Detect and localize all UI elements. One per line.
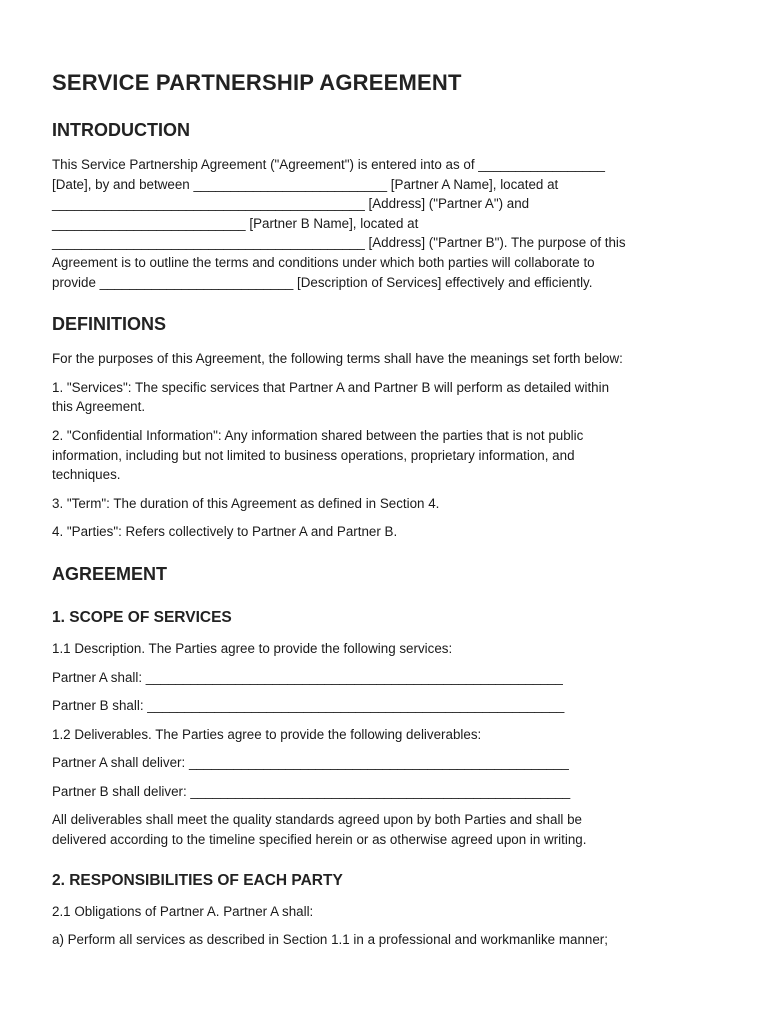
definition-line: information, including but not limited to business operations, proprietary information, and	[52, 447, 575, 463]
definition-line: techniques.	[52, 467, 121, 483]
quality-line: All deliverables shall meet the quality standards agreed upon by both Parties and shall be	[52, 812, 583, 828]
intro-line: __________________________________________ [Address] ("Partner A") and	[52, 196, 530, 212]
intro-line: Agreement is to outline the terms and conditions under which both parties will collaborate to	[52, 254, 595, 270]
definition-item	[52, 522, 718, 542]
definitions-heading: DEFINITIONS	[52, 314, 167, 335]
definitions-lead: For the purposes of this Agreement, the following terms shall have the meanings set forth below:	[52, 351, 623, 367]
definition-line: this Agreement.	[52, 399, 146, 415]
intro-line: __________________________ [Partner B Name], located at	[52, 215, 419, 231]
deliverables-description: 1.2 Deliverables. The Parties agree to provide the following deliverables:	[52, 726, 482, 742]
quality-paragraph	[52, 810, 718, 849]
definition-line: 1. "Services": The specific services that Partner A and Partner B will perform as detailed within	[52, 379, 610, 395]
intro-line: __________________________________________ [Address] ("Partner B"). The purpose of this	[52, 235, 626, 251]
definition-item	[52, 494, 718, 514]
introduction-heading: INTRODUCTION	[52, 120, 190, 140]
partner-a-shall-field: Partner A shall: ________________________________________________________	[52, 669, 563, 685]
intro-line: This Service Partnership Agreement ("Agreement") is entered into as of _________________	[52, 157, 605, 172]
agreement-heading: AGREEMENT	[52, 563, 168, 584]
intro-line: [Date], by and between __________________________ [Partner A Name], located at	[52, 176, 559, 192]
partner-b-shall-field: Partner B shall: ________________________________________________________	[52, 698, 565, 714]
introduction-paragraph	[52, 155, 718, 292]
quality-line: delivered according to the timeline specified herein or as otherwise agreed upon in writing.	[52, 832, 587, 848]
scope-description: 1.1 Description. The Parties agree to provide the following services:	[52, 640, 453, 656]
obligations-partner-a: 2.1 Obligations of Partner A. Partner A shall:	[52, 903, 314, 919]
partner-a-deliver-field: Partner A shall deliver: ___________________________________________________	[52, 755, 569, 771]
definition-item	[52, 378, 718, 417]
partner-b-deliver-field: Partner B shall deliver: ___________________________________________________	[52, 783, 571, 799]
intro-line: provide __________________________ [Description of Services] effectively and efficiently.	[52, 274, 593, 290]
scope-heading: 1. SCOPE OF SERVICES	[52, 608, 232, 626]
obligation-item: a) Perform all services as described in Section 1.1 in a professional and workmanlike manner;	[52, 932, 608, 948]
definition-item	[52, 426, 718, 485]
definition-line: 2. "Confidential Information": Any information shared between the parties that is not public	[52, 427, 584, 443]
document-title: SERVICE PARTNERSHIP AGREEMENT	[52, 70, 462, 95]
definition-line: 3. "Term": The duration of this Agreement as defined in Section 4.	[52, 495, 440, 511]
definition-line: 4. "Parties": Refers collectively to Partner A and Partner B.	[52, 524, 398, 540]
responsibilities-heading: 2. RESPONSIBILITIES OF EACH PARTY	[52, 871, 343, 889]
